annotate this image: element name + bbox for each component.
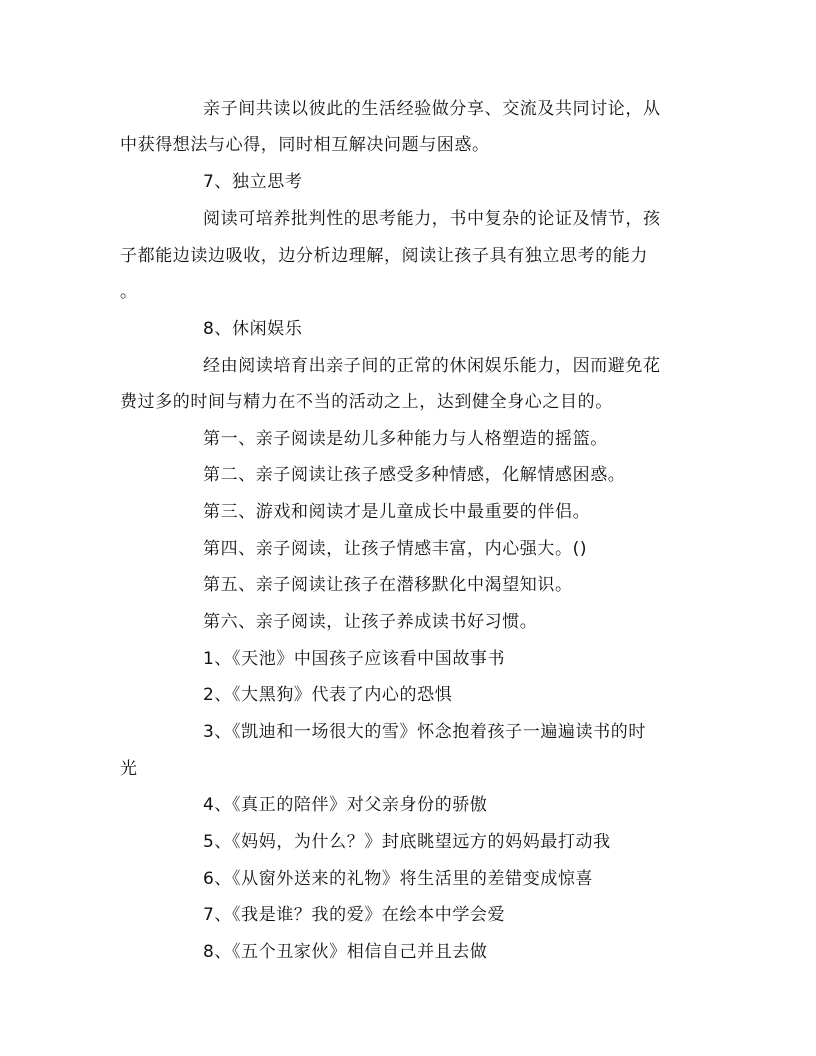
list-item: 第四、亲子阅读，让孩子情感丰富，内心强大。() xyxy=(203,539,588,559)
paragraph-line: 阅读可培养批判性的思考能力，书中复杂的论证及情节，孩 xyxy=(203,209,661,229)
paragraph-line: 中获得想法与心得，同时相互解决问题与困惑。 xyxy=(120,135,490,155)
section-heading: 8、休闲娱乐 xyxy=(203,319,303,339)
list-item: 5、《妈妈，为什么？》封底眺望远方的妈妈最打动我 xyxy=(203,832,611,852)
paragraph-line: 经由阅读培育出亲子间的正常的休闲娱乐能力，因而避免花 xyxy=(203,356,661,376)
paragraph-line: 费过多的时间与精力在不当的活动之上，达到健全身心之目的。 xyxy=(120,392,613,412)
list-item: 7、《我是谁？我的爱》在绘本中学会爱 xyxy=(203,905,506,925)
paragraph-line: 。 xyxy=(120,282,138,302)
list-item: 8、《五个丑家伙》相信自己并且去做 xyxy=(203,942,488,962)
list-item: 第六、亲子阅读，让孩子养成读书好习惯。 xyxy=(203,612,538,632)
paragraph-line: 亲子间共读以彼此的生活经验做分享、交流及共同讨论，从 xyxy=(203,99,661,119)
section-heading: 7、独立思考 xyxy=(203,172,303,192)
list-item: 第三、游戏和阅读才是儿童成长中最重要的伴侣。 xyxy=(203,502,591,522)
list-item: 第一、亲子阅读是幼儿多种能力与人格塑造的摇篮。 xyxy=(203,429,608,449)
list-item: 第五、亲子阅读让孩子在潜移默化中渴望知识。 xyxy=(203,575,573,595)
paragraph-line: 子都能边读边吸收，边分析边理解，阅读让孩子具有独立思考的能力 xyxy=(120,246,648,266)
list-item: 6、《从窗外送来的礼物》将生活里的差错变成惊喜 xyxy=(203,869,594,889)
list-item: 第二、亲子阅读让孩子感受多种情感，化解情感困惑。 xyxy=(203,465,626,485)
list-item-continuation: 光 xyxy=(120,759,138,779)
list-item: 3、《凯迪和一场很大的雪》怀念抱着孩子一遍遍读书的时 xyxy=(203,722,646,742)
list-item: 1、《天池》中国孩子应该看中国故事书 xyxy=(203,649,506,669)
list-item: 2、《大黑狗》代表了内心的恐惧 xyxy=(203,685,453,705)
list-item: 4、《真正的陪伴》对父亲身份的骄傲 xyxy=(203,795,488,815)
